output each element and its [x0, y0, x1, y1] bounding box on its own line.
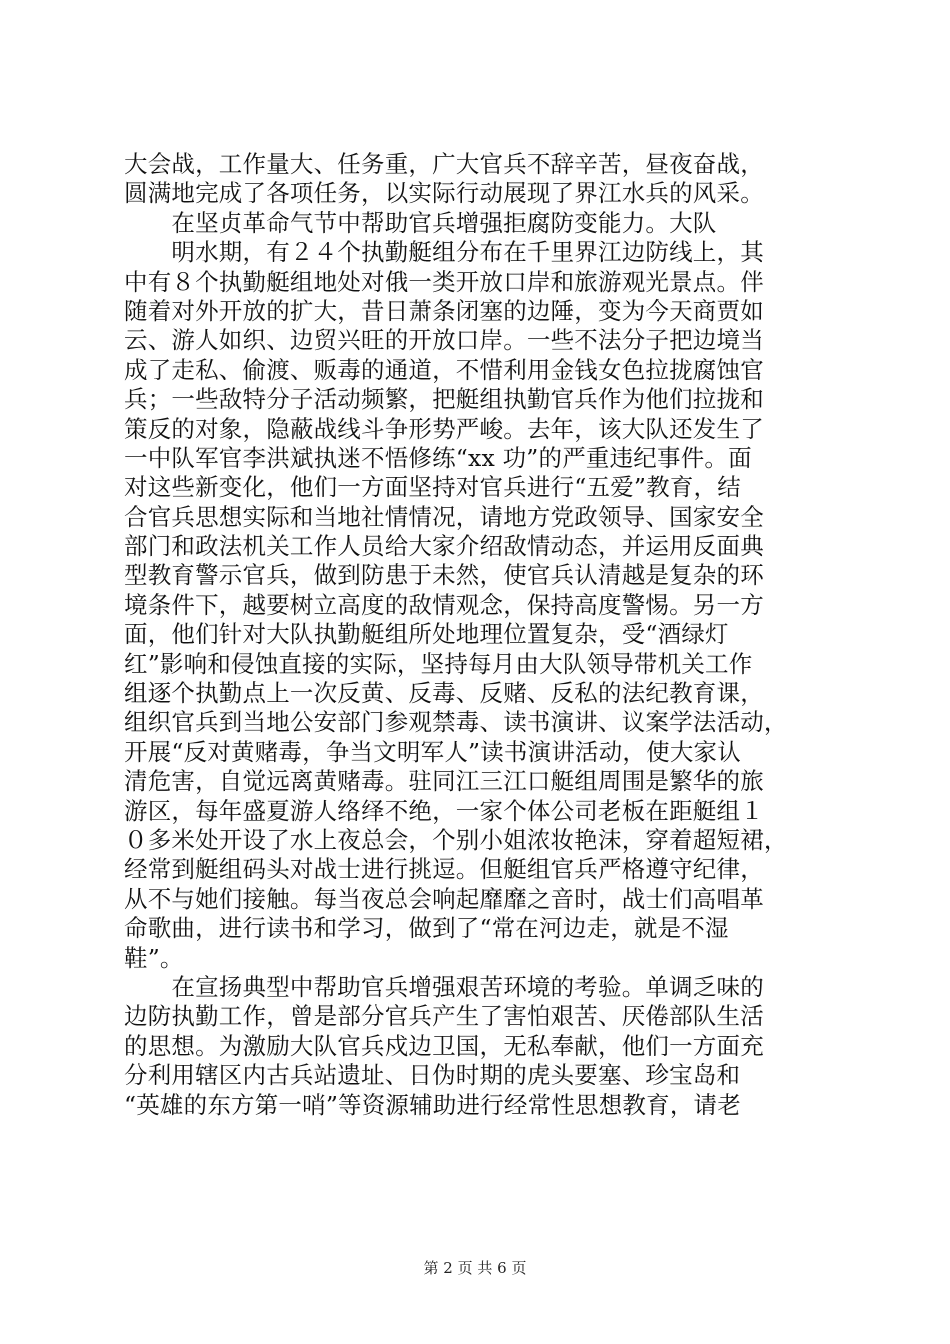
- text-line: 经常到艇组码头对战士进行挑逗。但艇组官兵严格遵守纪律，: [124, 855, 764, 884]
- text-line: 在坚贞革命气节中帮助官兵增强拒腐防变能力。大队: [124, 208, 717, 237]
- text-line: 大会战，工作量大、任务重，广大官兵不辞辛苦，昼夜奋战，: [124, 150, 764, 178]
- text-line: 云、游人如织、边贸兴旺的开放口岸。一些不法分子把边境当: [124, 326, 764, 355]
- document-body: [124, 150, 836, 1120]
- text-line: 策反的对象，隐蔽战线斗争形势严峻。去年，该大队还发生了: [124, 414, 764, 443]
- text-line: 鞋”。: [124, 943, 184, 972]
- text-line: 型教育警示官兵，做到防患于未然，使官兵认清越是复杂的环: [124, 561, 764, 590]
- text-line: 部门和政法机关工作人员给大家介绍敌情动态，并运用反面典: [124, 532, 764, 561]
- text-line: 组织官兵到当地公安部门参观禁毒、读书演讲、议案学法活动，: [124, 708, 788, 737]
- text-line: 对这些新变化，他们一方面坚持对官兵进行“五爱”教育，结: [124, 473, 741, 502]
- text-line: 分利用辖区内古兵站遗址、日伪时期的虎头要塞、珍宝岛和: [124, 1061, 741, 1090]
- text-line: 清危害，自觉远离黄赌毒。驻同江三江口艇组周围是繁华的旅: [124, 767, 764, 796]
- text-line: “英雄的东方第一哨”等资源辅助进行经常性思想教育，请老: [124, 1090, 741, 1119]
- text-line: 明水期，有２４个执勤艇组分布在千里界江边防线上，其: [124, 238, 764, 267]
- text-line: 兵；一些敌特分子活动频繁，把艇组执勤官兵作为他们拉拢和: [124, 385, 764, 414]
- text-line: 游区，每年盛夏游人络绎不绝，一家个体公司老板在距艇组１: [124, 796, 764, 825]
- text-line: 中有８个执勤艇组地处对俄一类开放口岸和旅游观光景点。伴: [124, 267, 764, 296]
- text-line: 边防执勤工作，曾是部分官兵产生了害怕艰苦、厌倦部队生活: [124, 1002, 764, 1031]
- text-line: ０多米处开设了水上夜总会，个别小姐浓妆艳沫，穿着超短裙，: [124, 825, 788, 854]
- text-line: 成了走私、偷渡、贩毒的通道，不惜利用金钱女色拉拢腐蚀官: [124, 355, 764, 384]
- text-line: 的思想。为激励大队官兵戍边卫国，无私奉献，他们一方面充: [124, 1031, 764, 1060]
- text-line: 组逐个执勤点上一次反黄、反毒、反赌、反私的法纪教育课，: [124, 679, 764, 708]
- text-line: 随着对外开放的扩大，昔日萧条闭塞的边陲，变为今天商贾如: [124, 296, 764, 325]
- text-line: 一中队军官李洪斌执迷不悟修练“xx 功”的严重违纪事件。面: [124, 443, 752, 472]
- text-line: 在宣扬典型中帮助官兵增强艰苦环境的考验。单调乏味的: [124, 972, 764, 1001]
- text-line: 红”影响和侵蚀直接的实际，坚持每月由大队领导带机关工作: [124, 649, 753, 678]
- text-line: 合官兵思想实际和当地社情情况，请地方党政领导、国家安全: [124, 502, 764, 531]
- page-footer: 第 2 页 共 6 页: [423, 1259, 527, 1277]
- text-line: 命歌曲，进行读书和学习，做到了“常在河边走，就是不湿: [124, 914, 729, 943]
- text-line: 开展“反对黄赌毒，争当文明军人”读书演讲活动，使大家认: [124, 737, 741, 766]
- text-line: 从不与她们接触。每当夜总会响起靡靡之音时，战士们高唱革: [124, 884, 764, 913]
- text-line: 圆满地完成了各项任务，以实际行动展现了界江水兵的风采。: [124, 179, 764, 208]
- text-line: 境条件下，越要树立高度的敌情观念，保持高度警惕。另一方: [124, 590, 764, 619]
- text-line: 面，他们针对大队执勤艇组所处地理位置复杂，受“酒绿灯: [124, 620, 729, 649]
